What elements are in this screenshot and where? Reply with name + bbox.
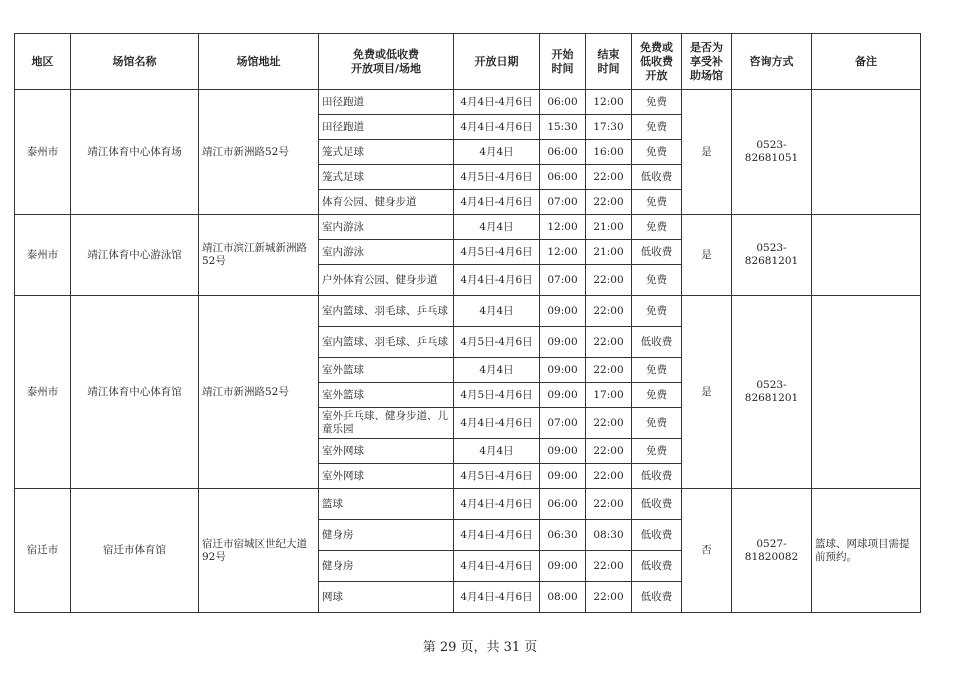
- open-date-cell: 4月4日-4月6日: [454, 190, 540, 215]
- end-time-cell: 22:00: [586, 551, 632, 582]
- header-start-time: 开始 时间: [540, 34, 586, 90]
- open-date-cell: 4月4日-4月6日: [454, 115, 540, 140]
- region-cell: 泰州市: [15, 215, 71, 296]
- item-cell: 室外网球: [319, 439, 454, 464]
- end-time-cell: 22:00: [586, 464, 632, 489]
- start-time-cell: 09:00: [540, 383, 586, 408]
- item-cell: 笼式足球: [319, 165, 454, 190]
- open-date-cell: 4月5日-4月6日: [454, 464, 540, 489]
- open-date-cell: 4月5日-4月6日: [454, 383, 540, 408]
- item-cell: 户外体育公园、健身步道: [319, 265, 454, 296]
- fee-type-cell: 低收费: [632, 165, 682, 190]
- open-date-cell: 4月5日-4月6日: [454, 165, 540, 190]
- start-time-cell: 12:00: [540, 215, 586, 240]
- end-time-cell: 22:00: [586, 439, 632, 464]
- item-cell: 田径跑道: [319, 90, 454, 115]
- item-cell: 田径跑道: [319, 115, 454, 140]
- fee-type-cell: 低收费: [632, 464, 682, 489]
- start-time-cell: 06:00: [540, 90, 586, 115]
- open-date-cell: 4月4日: [454, 439, 540, 464]
- region-cell: 泰州市: [15, 90, 71, 215]
- item-cell: 室内篮球、羽毛球、乒乓球: [319, 327, 454, 358]
- end-time-cell: 08:30: [586, 520, 632, 551]
- open-date-cell: 4月4日: [454, 140, 540, 165]
- fee-type-cell: 低收费: [632, 327, 682, 358]
- venue-address-cell: 宿迁市宿城区世纪大道92号: [199, 489, 319, 613]
- start-time-cell: 06:00: [540, 165, 586, 190]
- venue-name-cell: 靖江体育中心体育场: [71, 90, 199, 215]
- contact-cell: 0523-82681201: [732, 215, 812, 296]
- venue-address-cell: 靖江市新洲路52号: [199, 296, 319, 489]
- start-time-cell: 15:30: [540, 115, 586, 140]
- end-time-cell: 17:00: [586, 383, 632, 408]
- item-cell: 室内游泳: [319, 215, 454, 240]
- end-time-cell: 22:00: [586, 327, 632, 358]
- subsidized-cell: 否: [682, 489, 732, 613]
- note-cell: [812, 215, 921, 296]
- region-cell: 宿迁市: [15, 489, 71, 613]
- fee-type-cell: 免费: [632, 383, 682, 408]
- end-time-cell: 22:00: [586, 296, 632, 327]
- contact-cell: 0523-82681051: [732, 90, 812, 215]
- end-time-cell: 12:00: [586, 90, 632, 115]
- end-time-cell: 22:00: [586, 190, 632, 215]
- start-time-cell: 07:00: [540, 190, 586, 215]
- open-date-cell: 4月4日-4月6日: [454, 551, 540, 582]
- end-time-cell: 16:00: [586, 140, 632, 165]
- end-time-cell: 22:00: [586, 165, 632, 190]
- item-cell: 健身房: [319, 520, 454, 551]
- note-cell: [812, 90, 921, 215]
- end-time-cell: 17:30: [586, 115, 632, 140]
- note-cell: 篮球、网球项目需提前预约。: [812, 489, 921, 613]
- header-item: 免费或低收费 开放项目/场地: [319, 34, 454, 90]
- end-time-cell: 21:00: [586, 215, 632, 240]
- start-time-cell: 06:30: [540, 520, 586, 551]
- end-time-cell: 22:00: [586, 358, 632, 383]
- table-row: [15, 296, 921, 327]
- item-cell: 笼式足球: [319, 140, 454, 165]
- fee-type-cell: 免费: [632, 90, 682, 115]
- page-footer: 第 29 页，共 31 页: [422, 640, 538, 655]
- fee-type-cell: 免费: [632, 358, 682, 383]
- start-time-cell: 12:00: [540, 240, 586, 265]
- fee-type-cell: 低收费: [632, 489, 682, 520]
- fee-type-cell: 免费: [632, 296, 682, 327]
- start-time-cell: 09:00: [540, 464, 586, 489]
- venue-name-cell: 靖江体育中心体育馆: [71, 296, 199, 489]
- end-time-cell: 22:00: [586, 489, 632, 520]
- start-time-cell: 08:00: [540, 582, 586, 613]
- start-time-cell: 07:00: [540, 265, 586, 296]
- open-date-cell: 4月4日-4月6日: [454, 408, 540, 439]
- subsidized-cell: 是: [682, 90, 732, 215]
- start-time-cell: 06:00: [540, 140, 586, 165]
- fee-type-cell: 低收费: [632, 240, 682, 265]
- item-cell: 体育公园、健身步道: [319, 190, 454, 215]
- fee-type-cell: 免费: [632, 215, 682, 240]
- fee-type-cell: 免费: [632, 439, 682, 464]
- start-time-cell: 09:00: [540, 296, 586, 327]
- header-region: 地区: [15, 34, 71, 90]
- contact-cell: 0523-82681201: [732, 296, 812, 489]
- open-date-cell: 4月4日-4月6日: [454, 520, 540, 551]
- start-time-cell: 07:00: [540, 408, 586, 439]
- header-end-time: 结束 时间: [586, 34, 632, 90]
- start-time-cell: 09:00: [540, 551, 586, 582]
- venue-name-cell: 靖江体育中心游泳馆: [71, 215, 199, 296]
- start-time-cell: 06:00: [540, 489, 586, 520]
- item-cell: 健身房: [319, 551, 454, 582]
- open-date-cell: 4月4日-4月6日: [454, 489, 540, 520]
- table-row: [15, 215, 921, 240]
- end-time-cell: 22:00: [586, 265, 632, 296]
- open-date-cell: 4月4日: [454, 215, 540, 240]
- fee-type-cell: 免费: [632, 140, 682, 165]
- header-row: [15, 34, 921, 90]
- subsidized-cell: 是: [682, 215, 732, 296]
- fee-type-cell: 免费: [632, 115, 682, 140]
- open-date-cell: 4月4日: [454, 358, 540, 383]
- open-date-cell: 4月5日-4月6日: [454, 327, 540, 358]
- item-cell: 室外篮球: [319, 358, 454, 383]
- item-cell: 室外篮球: [319, 383, 454, 408]
- venue-table: [14, 33, 921, 613]
- venue-body: [15, 90, 921, 613]
- header-contact: 咨询方式: [732, 34, 812, 90]
- item-cell: 网球: [319, 582, 454, 613]
- end-time-cell: 21:00: [586, 240, 632, 265]
- header-fee-type: 免费或 低收费 开放: [632, 34, 682, 90]
- header-venue-name: 场馆名称: [71, 34, 199, 90]
- item-cell: 室外网球: [319, 464, 454, 489]
- fee-type-cell: 免费: [632, 265, 682, 296]
- item-cell: 篮球: [319, 489, 454, 520]
- fee-type-cell: 免费: [632, 190, 682, 215]
- venue-address-cell: 靖江市新洲路52号: [199, 90, 319, 215]
- venue-address-cell: 靖江市滨江新城新洲路52号: [199, 215, 319, 296]
- item-cell: 室外乒乓球、健身步道、儿童乐园: [319, 408, 454, 439]
- table-row: [15, 489, 921, 520]
- header-note: 备注: [812, 34, 921, 90]
- subsidized-cell: 是: [682, 296, 732, 489]
- open-date-cell: 4月4日-4月6日: [454, 90, 540, 115]
- fee-type-cell: 免费: [632, 408, 682, 439]
- item-cell: 室内篮球、羽毛球、乒乓球: [319, 296, 454, 327]
- region-cell: 泰州市: [15, 296, 71, 489]
- item-cell: 室内游泳: [319, 240, 454, 265]
- fee-type-cell: 低收费: [632, 520, 682, 551]
- fee-type-cell: 低收费: [632, 551, 682, 582]
- table-row: [15, 90, 921, 115]
- contact-cell: 0527-81820082: [732, 489, 812, 613]
- header-open-date: 开放日期: [454, 34, 540, 90]
- end-time-cell: 22:00: [586, 408, 632, 439]
- open-date-cell: 4月4日-4月6日: [454, 265, 540, 296]
- venue-name-cell: 宿迁市体育馆: [71, 489, 199, 613]
- start-time-cell: 09:00: [540, 439, 586, 464]
- start-time-cell: 09:00: [540, 327, 586, 358]
- end-time-cell: 22:00: [586, 582, 632, 613]
- note-cell: [812, 296, 921, 489]
- open-date-cell: 4月4日-4月6日: [454, 582, 540, 613]
- header-subsidized: 是否为 享受补 助场馆: [682, 34, 732, 90]
- open-date-cell: 4月4日: [454, 296, 540, 327]
- header-venue-address: 场馆地址: [199, 34, 319, 90]
- start-time-cell: 09:00: [540, 358, 586, 383]
- open-date-cell: 4月5日-4月6日: [454, 240, 540, 265]
- fee-type-cell: 低收费: [632, 582, 682, 613]
